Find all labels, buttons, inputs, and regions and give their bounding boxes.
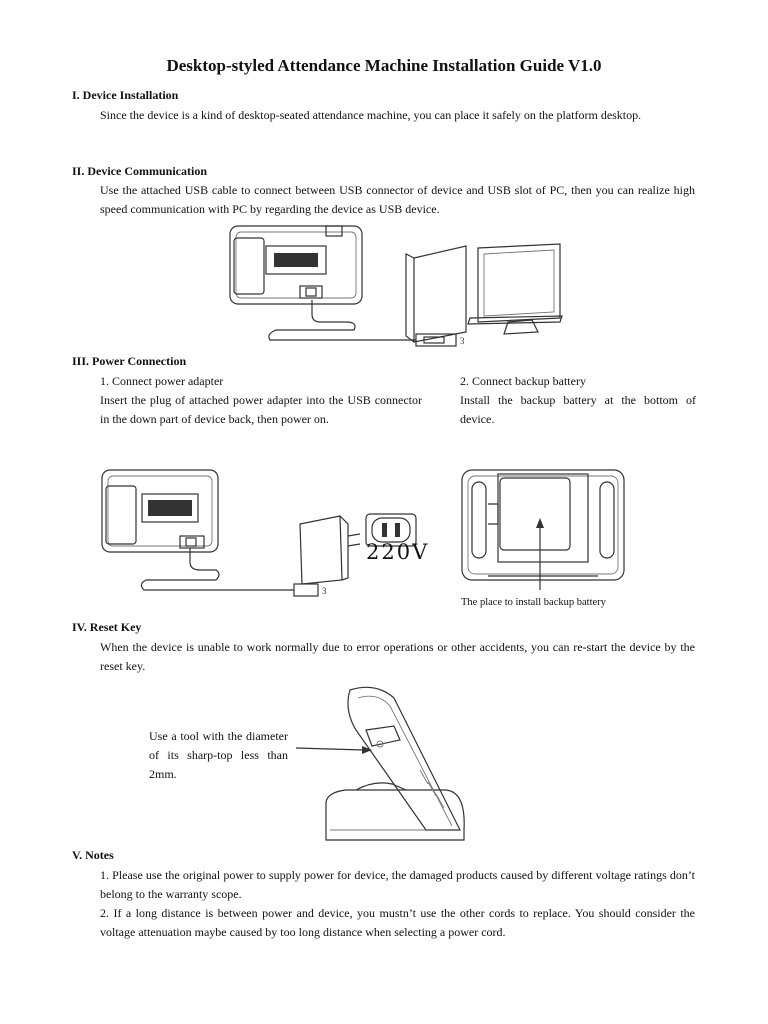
backup-battery-text: Install the backup battery at the bottom of device.	[460, 393, 696, 426]
svg-text:3: 3	[322, 586, 327, 596]
backup-battery-title: 2. Connect backup battery	[460, 374, 586, 388]
section-heading-notes: V. Notes	[72, 848, 114, 862]
reset-tool-callout: Use a tool with the diameter of its sharp-top less than 2mm.	[149, 729, 288, 781]
section-heading-power-connection: III. Power Connection	[72, 354, 187, 368]
section-heading-device-installation: I. Device Installation	[72, 88, 179, 102]
reset-key-illustration	[296, 680, 478, 842]
voltage-label: 220V	[366, 540, 430, 564]
reset-key-text: When the device is unable to work normally due to error operations or other accidents, you can re-start the device by the reset key.	[100, 640, 695, 673]
note-1: 1. Please use the original power to supply power for device, the damaged products caused by different voltage ratings don’t belong to the warranty scope.	[100, 868, 695, 901]
power-adapter-title: 1. Connect power adapter	[100, 374, 224, 388]
device-communication-text: Use the attached USB cable to connect between USB connector of device and USB slot of PC, then you can realize high speed communication with PC by regarding the device as USB device.	[100, 183, 695, 216]
battery-caption: The place to install backup battery	[461, 597, 606, 608]
usb-connection-illustration	[226, 222, 566, 354]
note-2: 2. If a long distance is between power and device, you mustn’t use the other cords to replace. You should consider the voltage attenuation maybe caused by too long distance when selecting a power cord.	[100, 906, 695, 939]
section-heading-device-communication: II. Device Communication	[72, 164, 207, 178]
power-adapter-illustration	[98, 466, 422, 602]
battery-compartment-illustration	[458, 466, 628, 592]
page-title: Desktop-styled Attendance Machine Installation Guide V1.0	[166, 56, 602, 75]
device-installation-text: Since the device is a kind of desktop-seated attendance machine, you can place it safely on the platform desktop.	[100, 108, 642, 122]
power-adapter-text: Insert the plug of attached power adapter into the USB connector in the down part of device back, then power on.	[100, 393, 422, 426]
svg-text:3: 3	[460, 336, 465, 346]
section-heading-reset-key: IV. Reset Key	[72, 620, 142, 634]
